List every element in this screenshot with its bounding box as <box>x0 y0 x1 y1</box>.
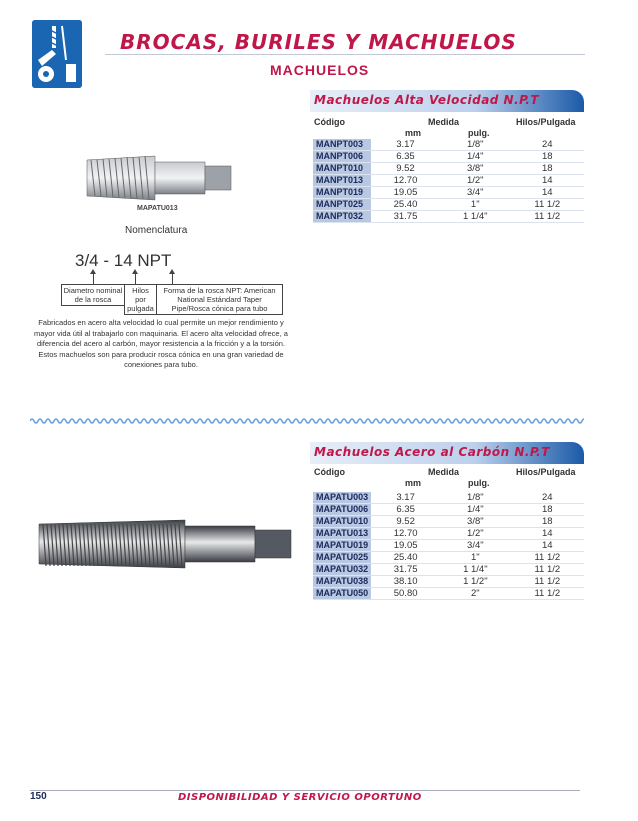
nomenclature-example: 3/4 - 14 NPT <box>75 251 172 270</box>
size-inch: 1/4" <box>440 151 511 163</box>
table-row <box>313 588 584 600</box>
size-mm: 25.40 <box>371 552 440 564</box>
size-inch: 1/4" <box>440 504 511 516</box>
section1-col-codigo: Código <box>314 117 345 127</box>
size-mm: 38.10 <box>371 576 440 588</box>
section1-col-medida: Medida <box>428 117 460 127</box>
table-row <box>313 576 584 588</box>
size-inch: 3/4" <box>440 540 511 552</box>
threads-per-inch: 14 <box>511 175 584 187</box>
tap-image-npt <box>85 150 235 206</box>
product-code: MANPT013 <box>313 175 371 187</box>
size-inch: 1/2" <box>440 175 511 187</box>
threads-per-inch: 14 <box>511 528 584 540</box>
arrow-up-icon <box>172 274 173 284</box>
product-code: MANPT006 <box>313 151 371 163</box>
section1-title: Machuelos Alta Velocidad N.P.T <box>314 93 540 107</box>
section1-col-pulg: pulg. <box>468 128 490 138</box>
size-mm: 6.35 <box>371 151 440 163</box>
table-row <box>313 151 584 163</box>
section2-col-mm: mm <box>405 478 422 488</box>
product-code: MAPATU038 <box>313 576 371 588</box>
size-inch: 1 1/4" <box>440 564 511 576</box>
footer-rule <box>30 790 580 791</box>
table-row <box>313 163 584 175</box>
size-inch: 3/8" <box>440 163 511 175</box>
product-code: MAPATU019 <box>313 540 371 552</box>
table-row <box>313 540 584 552</box>
page-number: 150 <box>30 791 47 802</box>
threads-per-inch: 18 <box>511 151 584 163</box>
table-row <box>313 199 584 211</box>
size-mm: 9.52 <box>371 516 440 528</box>
header-rule <box>105 54 585 55</box>
size-inch: 1 1/4" <box>440 211 511 223</box>
section2-table <box>313 492 584 600</box>
table-row <box>313 175 584 187</box>
section2-header <box>310 442 584 464</box>
size-inch: 1/2" <box>440 528 511 540</box>
size-mm: 25.40 <box>371 199 440 211</box>
size-mm: 9.52 <box>371 163 440 175</box>
product-code: MANPT010 <box>313 163 371 175</box>
threads-per-inch: 18 <box>511 504 584 516</box>
page-title: BROCAS, BURILES Y MACHUELOS <box>120 30 517 54</box>
product-code: MANPT025 <box>313 199 371 211</box>
size-inch: 3/4" <box>440 187 511 199</box>
product-code: MANPT019 <box>313 187 371 199</box>
product-code: MANPT003 <box>313 139 371 151</box>
threads-per-inch: 24 <box>511 492 584 504</box>
threads-per-inch: 11 1/2 <box>511 211 584 223</box>
section2-col-codigo: Código <box>314 467 345 477</box>
threads-per-inch: 11 1/2 <box>511 564 584 576</box>
size-mm: 3.17 <box>371 139 440 151</box>
nomenclature-box-threads: Hilos por pulgada <box>124 284 157 315</box>
product-code: MAPATU013 <box>313 528 371 540</box>
nomenclature-box-diameter: Diametro nominal de la rosca <box>61 284 125 306</box>
threads-per-inch: 18 <box>511 516 584 528</box>
threads-per-inch: 11 1/2 <box>511 552 584 564</box>
section2-col-medida: Medida <box>428 467 460 477</box>
section1-table <box>313 139 584 223</box>
product-code: MAPATU050 <box>313 588 371 600</box>
table-row <box>313 187 584 199</box>
size-mm: 12.70 <box>371 528 440 540</box>
threads-per-inch: 24 <box>511 139 584 151</box>
table-row <box>313 552 584 564</box>
threads-per-inch: 14 <box>511 540 584 552</box>
threads-per-inch: 11 1/2 <box>511 588 584 600</box>
size-mm: 19.05 <box>371 540 440 552</box>
tap-image-carbon <box>35 510 295 578</box>
table-row <box>313 139 584 151</box>
product-code: MAPATU032 <box>313 564 371 576</box>
size-mm: 6.35 <box>371 504 440 516</box>
threads-per-inch: 18 <box>511 163 584 175</box>
section2-col-pulg: pulg. <box>468 478 490 488</box>
section1-col-hilos: Hilos/Pulgada <box>516 117 576 127</box>
page-subtitle: MACHUELOS <box>270 62 370 78</box>
product-code: MAPATU003 <box>313 492 371 504</box>
size-mm: 31.75 <box>371 564 440 576</box>
footer-tagline: DISPONIBILIDAD Y SERVICIO OPORTUNO <box>178 792 422 803</box>
size-mm: 31.75 <box>371 211 440 223</box>
section1-header <box>310 90 584 112</box>
image1-caption: MAPATU013 <box>137 205 178 212</box>
nomenclature-label: Nomenclatura <box>125 225 188 236</box>
arrow-up-icon <box>93 274 94 284</box>
section1-col-mm: mm <box>405 128 422 138</box>
table-row <box>313 516 584 528</box>
product-code: MAPATU006 <box>313 504 371 516</box>
size-inch: 1" <box>440 199 511 211</box>
drill-bit-icon <box>32 20 82 88</box>
table-row <box>313 564 584 576</box>
size-mm: 19.05 <box>371 187 440 199</box>
size-inch: 2" <box>440 588 511 600</box>
table-row <box>313 528 584 540</box>
table-row <box>313 492 584 504</box>
threads-per-inch: 14 <box>511 187 584 199</box>
nomenclature-box-form: Forma de la rosca NPT: American National Estándard Taper Pipe/Rosca cónica para tubo <box>156 284 283 315</box>
wave-divider <box>30 417 584 425</box>
size-inch: 1" <box>440 552 511 564</box>
size-mm: 12.70 <box>371 175 440 187</box>
arrow-up-icon <box>135 274 136 284</box>
section2-col-hilos: Hilos/Pulgada <box>516 467 576 477</box>
size-mm: 3.17 <box>371 492 440 504</box>
size-inch: 1 1/2" <box>440 576 511 588</box>
product-code: MAPATU010 <box>313 516 371 528</box>
product-code: MANPT032 <box>313 211 371 223</box>
threads-per-inch: 11 1/2 <box>511 576 584 588</box>
description-text: Fabricados en acero alta velocidad lo cual permite un mejor rendimiento y mayor vida útil al trabajarlo con maquinaria. El acero alta velocidad ofrece, a diferencia del acero al carbón, mayor resistencia a la fricción y a la torsión. Estos machuelos son para producir rosca cónica en una gran variedad de conexiones para tubo. <box>34 318 288 369</box>
size-inch: 1/8" <box>440 492 511 504</box>
size-inch: 3/8" <box>440 516 511 528</box>
section2-title: Machuelos Acero al Carbón N.P.T <box>314 445 550 459</box>
size-inch: 1/8" <box>440 139 511 151</box>
table-row <box>313 504 584 516</box>
product-code: MAPATU025 <box>313 552 371 564</box>
size-mm: 50.80 <box>371 588 440 600</box>
threads-per-inch: 11 1/2 <box>511 199 584 211</box>
table-row <box>313 211 584 223</box>
